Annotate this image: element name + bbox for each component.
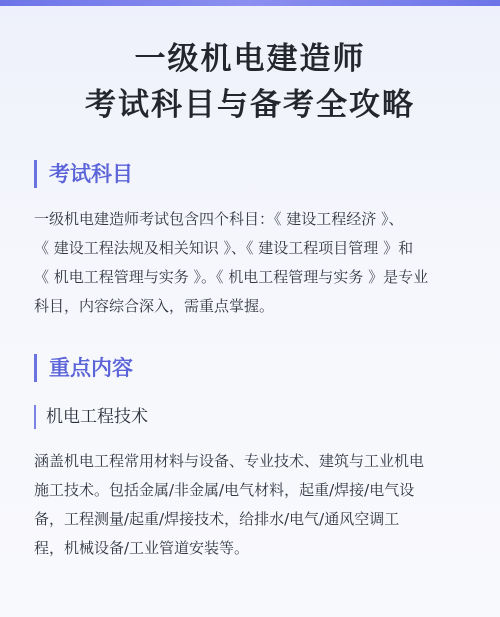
subheading-mechanical-electrical-tech: 机电工程技术 [34,405,148,429]
paragraph-line: 《 机电工程管理与实务 》。《 机电工程管理与实务 》是专业 [34,268,429,286]
section-heading-exam-subjects: 考试科目 [34,160,133,188]
page-title [0,36,500,128]
title-line-1: 一级机电建造师 [134,41,366,77]
paragraph-line: 科目，内容综合深入，需重点掌握。 [34,297,275,315]
title-line-2: 考试科目与备考全攻略 [85,87,415,123]
paragraph-line: 程，机械设备/工业管道安装等。 [34,539,250,557]
key-content-paragraph [34,447,474,563]
exam-subjects-paragraph [34,205,474,321]
section-heading-key-content: 重点内容 [34,354,133,382]
paragraph-line: 备，工程测量/起重/焊接技术，给排水/电气/通风空调工 [34,510,400,528]
paragraph-line: 《 建设工程法规及相关知识 》、《 建设工程项目管理 》和 [34,239,414,257]
paragraph-line: 施工技术。包括金属/非金属/电气材料，起重/焊接/电气设 [34,481,415,499]
top-accent-bar [0,0,500,6]
paragraph-line: 一级机电建造师考试包含四个科目：《 建设工程经济 》、 [34,210,404,228]
paragraph-line: 涵盖机电工程常用材料与设备、专业技术、建筑与工业机电 [34,452,425,470]
